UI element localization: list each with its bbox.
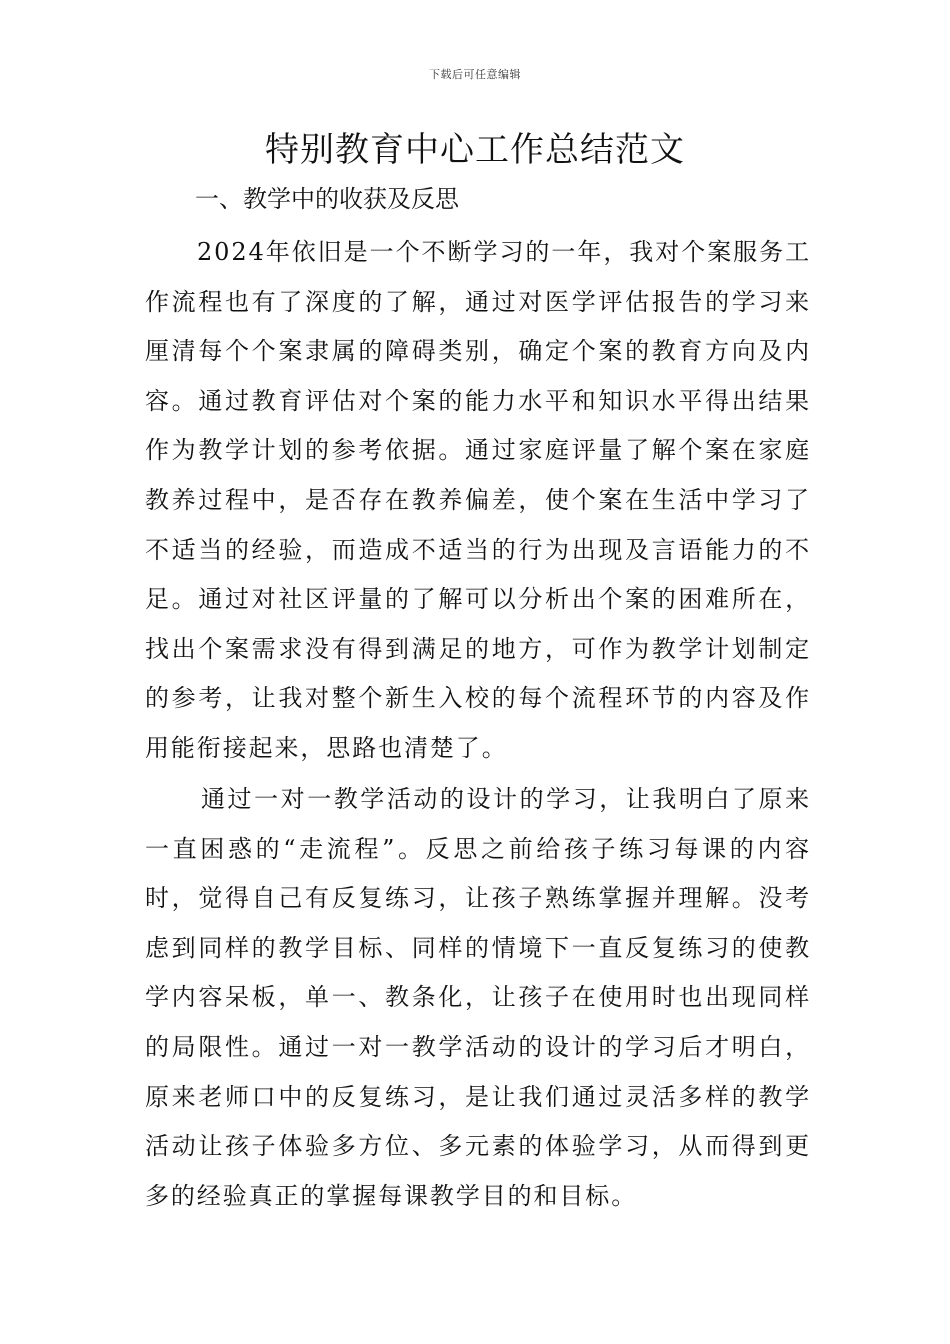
document-title: 特别教育中心工作总结范文 <box>265 130 685 170</box>
header-note: 下载后可任意编辑 <box>429 68 521 81</box>
body-paragraph-2: 通过一对一教学活动的设计的学习，让我明白了原来一直困惑的“走流程”。反思之前给孩子练习每课的内容时，觉得自己有反复练习，让孩子熟练掌握并理解。没考虑到同样的教学目标、同样的情境下一直反复练习的使教学内容呆板，单一、教条化，让孩子在使用时也出现同样的局限性。通过一对一教学活动的设计的学习后才明白，原来老师口中的反复练习，是让我们通过灵活多样的教学活动让孩子体验多方位、多元素的体验学习，从而得到更多的经验真正的掌握每课教学目的和目标。 <box>145 785 811 1210</box>
body-paragraph-1: 2024年依旧是一个不断学习的一年，我对个案服务工作流程也有了深度的了解，通过对医学评估报告的学习来厘清每个个案隶属的障碍类别，确定个案的教育方向及内容。通过教育评估对个案的能力水平和知识水平得出结果作为教学计划的参考依据。通过家庭评量了解个案在家庭教养过程中，是否存在教养偏差，使个案在生活中学习了不适当的经验，而造成不适当的行为出现及言语能力的不足。通过对社区评量的了解可以分析出个案的困难所在，找出个案需求没有得到满足的地方，可作为教学计划制定的参考，让我对整个新生入校的每个流程环节的内容及作用能衔接起来，思路也清楚了。 <box>145 238 811 762</box>
section-heading: 一、教学中的收获及反思 <box>195 185 459 213</box>
